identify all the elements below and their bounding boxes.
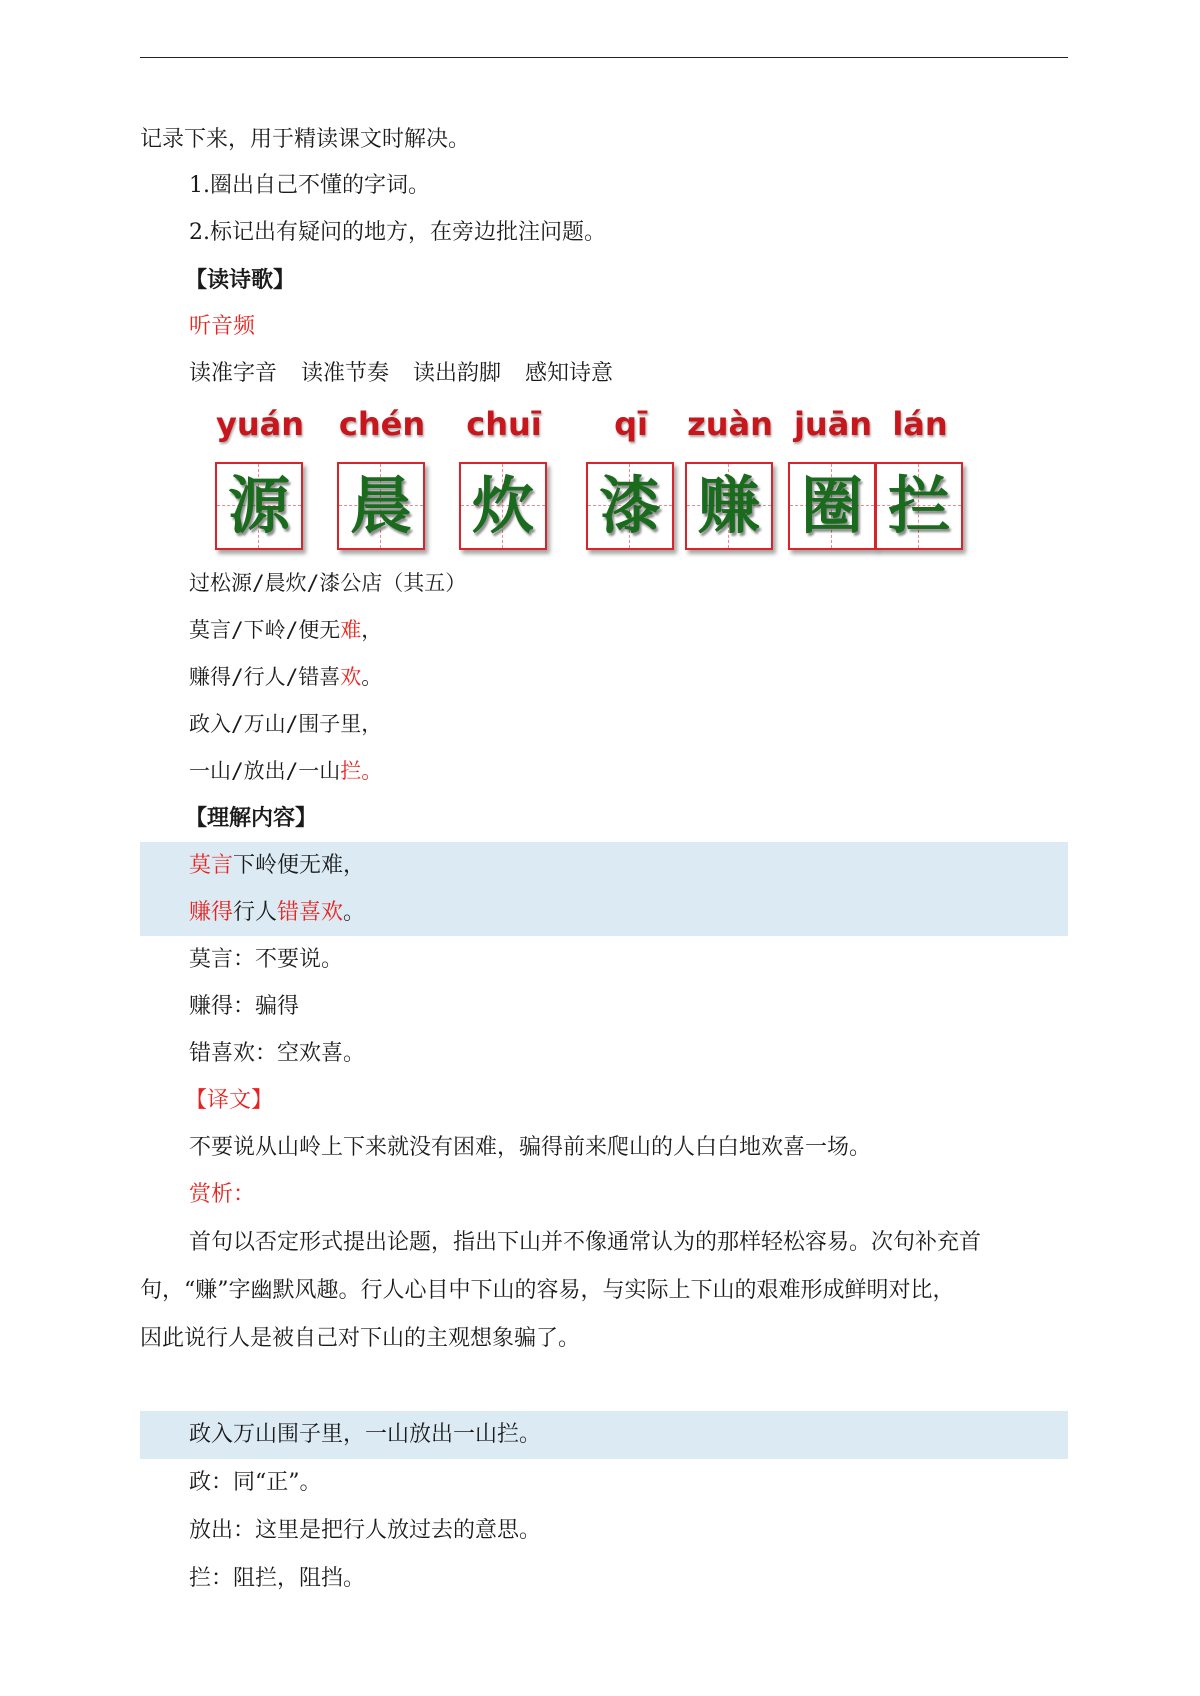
couplet-2: 政入万山围子里，一山放出一山拦。 xyxy=(189,1422,542,1447)
pinyin: chén xyxy=(338,405,426,443)
rhyme-char: 难 xyxy=(340,618,362,642)
appreciation-heading: 赏析： xyxy=(189,1182,256,1207)
poem-line-4: 一山/放出/一山拦。 xyxy=(189,759,383,783)
rhyme-char: 拦。 xyxy=(340,759,383,783)
read-poem-heading: 【读诗歌】 xyxy=(185,267,296,293)
note-zhuande: 赚得：骗得 xyxy=(189,994,300,1019)
hanzi: 圈 xyxy=(800,469,863,542)
couplet-1-line-1: 莫言下岭便无难， xyxy=(189,853,366,878)
rhyme-char: 欢 xyxy=(340,665,362,689)
appreciation-line-2: 句，“赚”字幽默风趣。行人心目中下山的容易，与实际上下山的艰难形成鲜明对比， xyxy=(140,1278,955,1303)
pinyin: zuàn xyxy=(687,405,773,443)
step-2: 2.标记出有疑问的地方，在旁边批注问题。 xyxy=(189,220,606,245)
tian-grid xyxy=(337,462,425,550)
note-lan: 拦：阻拦，阻挡。 xyxy=(189,1566,366,1591)
audio-link[interactable]: 听音频 xyxy=(189,314,256,339)
couplet-1-line-2: 赚得行人错喜欢。 xyxy=(189,900,366,925)
note-fangchu: 放出：这里是把行人放过去的意思。 xyxy=(189,1518,542,1543)
hanzi: 源 xyxy=(227,469,290,542)
tian-grid xyxy=(875,462,963,550)
note-cuoxihuan: 错喜欢：空欢喜。 xyxy=(189,1041,366,1066)
pinyin: chuī xyxy=(466,405,542,443)
pinyin: juān xyxy=(793,405,873,443)
note-zheng: 政：同“正”。 xyxy=(189,1470,322,1495)
task-2: 读准节奏 xyxy=(301,361,390,386)
understand-heading: 【理解内容】 xyxy=(185,805,318,831)
char-card xyxy=(459,404,549,554)
intro-line: 记录下来，用于精读课文时解决。 xyxy=(140,127,471,152)
char-card xyxy=(337,404,427,554)
note-moyan: 莫言：不要说。 xyxy=(189,947,344,972)
pinyin: lán xyxy=(892,405,948,443)
task-3: 读出韵脚 xyxy=(413,361,502,386)
poem-line-2: 赚得/行人/错喜欢。 xyxy=(189,665,383,689)
translation-text: 不要说从山岭上下来就没有困难，骗得前来爬山的人白白地欢喜一场。 xyxy=(189,1135,872,1160)
hanzi: 炊 xyxy=(471,469,534,542)
hanzi: 拦 xyxy=(887,469,950,542)
poem-line-1: 莫言/下岭/便无难， xyxy=(189,618,383,642)
appreciation-line-3: 因此说行人是被自己对下山的主观想象骗了。 xyxy=(140,1326,581,1351)
char-card xyxy=(875,404,965,554)
poem-line-3: 政入/万山/围子里， xyxy=(189,712,383,736)
header-rule xyxy=(140,57,1068,58)
reading-tasks xyxy=(189,359,613,389)
tian-grid xyxy=(788,462,876,550)
hanzi: 晨 xyxy=(349,469,412,542)
pinyin: yuán xyxy=(215,405,304,443)
task-4: 感知诗意 xyxy=(525,361,614,386)
pinyin: qī xyxy=(614,405,648,443)
tian-grid xyxy=(685,462,773,550)
poem-title: 过松源/晨炊/漆公店（其五） xyxy=(189,571,467,595)
char-card xyxy=(215,404,305,554)
character-cards xyxy=(0,404,1200,554)
step-1: 1.圈出自己不懂的字词。 xyxy=(189,173,430,198)
hanzi: 漆 xyxy=(598,469,661,542)
hanzi: 赚 xyxy=(697,469,760,542)
appreciation-line-1: 首句以否定形式提出论题，指出下山并不像通常认为的那样轻松容易。次句补充首 xyxy=(189,1230,982,1255)
task-1: 读准字音 xyxy=(189,361,278,386)
tian-grid xyxy=(586,462,674,550)
tian-grid xyxy=(459,462,547,550)
translation-heading: 【译文】 xyxy=(185,1088,274,1113)
tian-grid xyxy=(215,462,303,550)
